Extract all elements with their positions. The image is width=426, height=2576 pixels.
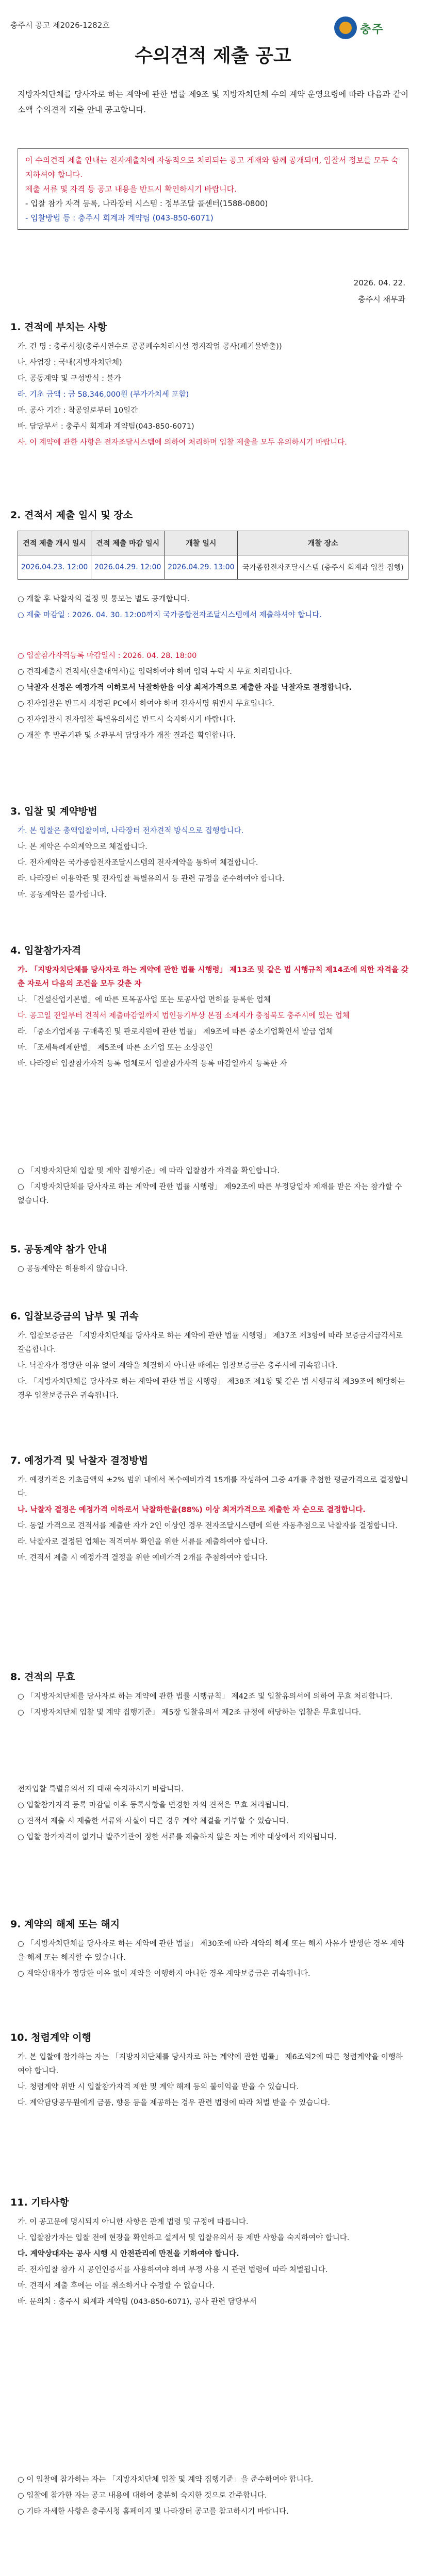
sec3-item: 마. 공동계약은 불가합니다. [18,891,107,899]
section-10-title: 10. 청렴계약 이행 [10,2032,92,2043]
schedule-header: 견적 제출 마감 일시 [91,531,165,555]
logo-text: 충주 [360,23,384,36]
sec1-item: 바. 담당부서 : 충주시 회계과 계약팀(043-850-6071) [18,422,194,431]
schedule-header: 견적 제출 개시 일시 [18,531,91,555]
sec4-item: 가. 「지방자치단체를 당사자로 하는 계약에 관한 법률 시행령」 제13조 및 같은 법 시행규칙 제14조에 의한 자격을 갖춘 자로서 다음의 조건을 모두 갖춘 자 [18,966,408,988]
section-9-body [18,1937,408,1983]
section-2-extra [18,649,408,745]
sec7-item: 라. 낙찰자로 결정된 업체는 적격여부 확인을 위한 서류를 제출하여야 합니다. [18,1538,268,1546]
sec3-item: 다. 전자계약은 국가종합전자조달시스템의 전자계약을 통하여 체결합니다. [18,859,258,867]
sec4-item: 다. 공고일 전일부터 견적서 제출마감일까지 법인등기부상 본점 소재지가 충청북도 충주시에 있는 업체 [18,1012,350,1020]
section-7-body [18,1473,408,1567]
notice-date: 2026. 04. 22. [353,278,405,287]
sec6-item: 나. 낙찰자가 정당한 이유 없이 계약을 체결하지 아니한 때에는 입찰보증금은 충주시에 귀속됩니다. [18,1362,338,1370]
section-5-title: 5. 공동계약 참가 안내 [10,1244,107,1255]
schedule-cell: 국가종합전자조달시스템 (충주시 회계과 입찰 집행) [238,555,408,580]
schedule-header: 개찰 장소 [238,531,408,555]
sec8-item: ○ 「지방자치단체를 당사자로 하는 계약에 관한 법률 시행규칙」 제42조 및 입찰유의서에 의하여 무효 처리합니다. [18,1692,392,1701]
notice-line-3: - 입찰 참가 자격 등록, 나라장터 시스템 : 정부조달 콜센터(1588-0800) [25,199,268,208]
sec11-item: 가. 이 공고문에 명시되지 아니한 사항은 관계 법령 및 규정에 따릅니다. [18,2218,249,2226]
sec1-item: 다. 공동계약 및 구성방식 : 불가 [18,375,121,383]
section-4-title: 4. 입찰참가자격 [10,945,81,956]
section-3-body [18,824,408,904]
sec2-item: ○ 전자입찰시 전자입찰 특별유의서를 반드시 숙지하시기 바랍니다. [18,716,236,724]
sec4-item: 바. 나라장터 입찰참가자격 등록 업체로서 입찰참가자격 등록 마감일까지 등록한 자 [18,1060,287,1068]
notice-line-1: 이 수의견적 제출 안내는 전자계출처에 자동적으로 처리되는 공고 게재와 함께 공개되며, 입찰서 정보를 모두 숙지하셔야 합니다. [25,156,399,179]
sec11-item: 라. 전자입찰 참가 시 공인인증서를 사용하여야 하며 부정 사용 시 관련 법령에 따라 처벌됩니다. [18,2266,328,2274]
sec3-item: 가. 본 입찰은 총액입찰이며, 나라장터 전자견적 방식으로 집행합니다. [18,827,244,835]
notice-number: 충주시 공고 제2026-1282호 [10,21,110,30]
section-5-body [18,1262,408,1278]
section-8-extra [18,1783,408,1846]
sec4-item: 나. 「건설산업기본법」에 따른 토목공사업 또는 토공사업 면허를 등록한 업체 [18,996,271,1004]
sec5-item: ○ 공동계약은 허용하지 않습니다. [18,1265,128,1273]
schedule-note: ○ 개찰 후 낙찰자의 결정 및 통보는 별도 공개합니다. [18,595,190,603]
schedule-notes [18,592,408,624]
sec3-item: 나. 본 계약은 수의계약으로 체결합니다. [18,843,148,851]
sec9-item: ○ 계약상대자가 정당한 이유 없이 계약을 이행하지 아니한 경우 계약보증금은 귀속됩니다. [18,1970,310,1978]
section-4-extra [18,1164,408,1210]
section-3-title: 3. 입찰 및 계약방법 [10,806,97,817]
schedule-cell: 2026.04.23. 12:00 [18,555,91,580]
sec2-item: ○ 개찰 후 발주기관 및 소관부서 담당자가 개찰 결과를 확인합니다. [18,732,236,740]
page-title: 수의견적 제출 공고 [135,45,291,66]
section-9-title: 9. 계약의 해제 또는 해지 [10,1919,120,1930]
sec8b-item: ○ 견적서 제출 시 제출한 서류와 사실이 다른 경우 계약 체결을 거부할 수 있습니다. [18,1817,289,1825]
section-7-title: 7. 예정가격 및 낙찰자 결정방법 [10,1455,149,1466]
sec4b-item: ○ 「지방자치단체를 당사자로 하는 계약에 관한 법률 시행령」 제92조에 따른 부정당업자 제재를 받은 자는 참가할 수 없습니다. [18,1183,402,1205]
sec1-item: 가. 건 명 : 충주시청(충주시연수로 공공폐수처리시설 정지작업 공사(폐기물반출)) [18,343,282,351]
sec11-item: 나. 입찰참가자는 입찰 전에 현장을 확인하고 설계서 및 입찰유의서 등 제반 사항을 숙지하여야 합니다. [18,2234,350,2242]
sec10-item: 나. 청렴계약 위반 시 입찰참가자격 제한 및 계약 해제 등의 불이익을 받을 수 있습니다. [18,2083,299,2091]
sec8b-item: 전자입찰 특별유의서 제 대해 숙지하시기 바랍니다. [18,1785,184,1793]
section-1-body [18,340,408,452]
sec6-item: 가. 입찰보증금은 「지방자치단체를 당사자로 하는 계약에 관한 법률 시행령」 제37조 제3항에 따라 보증금지급각서로 갈음합니다. [18,1332,403,1354]
section-1-title: 1. 견적에 부치는 사항 [10,321,107,333]
notice-box [18,148,408,230]
section-8-body [18,1690,408,1722]
section-4-body [18,963,408,1073]
sec7-item: 다. 동일 가격으로 견적서를 제출한 자가 2인 이상인 경우 전자조달시스템에 의한 자동추첨으로 낙찰자를 결정합니다. [18,1522,398,1530]
sec7-item: 가. 예정가격은 기초금액의 ±2% 범위 내에서 복수예비가격 15개를 작성하여 그중 4개를 추첨한 평균가격으로 결정합니다. [18,1476,408,1498]
sec7-item: 나. 낙찰자 결정은 예정가격 이하로서 낙찰하한율(88%) 이상 최저가격으로 제출한 자 순으로 결정합니다. [18,1506,366,1514]
intro-text: 지방자치단체를 당사자로 하는 계약에 관한 법률 제9조 및 지방자치단체 수의 계약 운영요령에 따라 다음과 같이 소액 수의견적 제출 안내 공고합니다. [18,90,408,114]
notice-org: 충주시 재무과 [358,295,405,304]
notice-line-4: - 입찰방법 등 : 충주시 회계과 계약팀 (043-850-6071) [25,213,214,223]
sec10-item: 다. 계약담당공무원에게 금품, 향응 등을 제공하는 경우 관련 법령에 따라 처벌 받을 수 있습니다. [18,2099,331,2107]
sec3-item: 라. 나라장터 이용약관 및 전자입찰 특별유의서 등 관련 규정을 준수하여야 합니다. [18,875,285,883]
section-11-title: 11. 기타사항 [10,2197,69,2208]
section-6-body [18,1329,408,1405]
sec11b-item: ○ 기타 자세한 사항은 충주시청 홈페이지 및 나라장터 공고를 참고하시기 바랍니다. [18,2507,289,2516]
sec1-item: 사. 이 계약에 관한 사항은 전자조달시스템에 의하여 처리하며 입찰 제출을 모두 유의하시기 바랍니다. [18,438,347,447]
sec4b-item: ○ 「지방자치단체 입찰 및 계약 집행기준」에 따라 입찰참가 자격을 확인합니다. [18,1167,280,1175]
sec6-item: 다. 「지방자치단체를 당사자로 하는 계약에 관한 법률 시행령」 제38조 제1항 및 같은 법 시행규칙 제39조에 해당하는 경우 입찰보증금은 귀속됩니다. [18,1378,405,1400]
schedule-header: 개찰 일시 [165,531,238,555]
sec11b-item: ○ 입찰에 참가한 자는 공고 내용에 대하여 충분히 숙지한 것으로 간주합니다. [18,2492,267,2500]
sec4-item: 라. 「중소기업제품 구매촉진 및 판로지원에 관한 법률」 제9조에 따른 중소기업확인서 발급 업체 [18,1028,333,1036]
section-11-extra [18,2473,408,2521]
sec11-item: 마. 견적서 제출 후에는 이를 취소하거나 수정할 수 없습니다. [18,2282,215,2290]
section-2-title: 2. 견적서 제출 일시 및 장소 [10,510,133,521]
sec2-item: ○ 입찰참가자격등록 마감일시 : 2026. 04. 28. 18:00 [18,652,197,660]
schedule-cell: 2026.04.29. 12:00 [91,555,165,580]
sec7-item: 마. 견적서 제출 시 예정가격 결정을 위한 예비가격 2개를 추첨하여야 합니다. [18,1554,268,1562]
section-10-body [18,2050,408,2112]
sec1-item: 나. 사업장 : 국내(지방자치단체) [18,359,122,367]
sec8-item: ○ 「지방자치단체 입찰 및 계약 집행기준」 제5장 입찰유의서 제2조 규정에 해당하는 입찰은 무효입니다. [18,1708,362,1717]
sec8b-item: ○ 입찰 참가자격이 없거나 발주기관이 정한 서류를 제출하지 않은 자는 계약 대상에서 제외됩니다. [18,1833,337,1841]
section-11-body [18,2215,408,2311]
schedule-table [18,531,408,580]
schedule-note: ○ 제출 마감일 : 2026. 04. 30. 12:00까지 국가종합전자조달시스템에서 제출하셔야 합니다. [18,611,322,619]
sec2-item: ○ 전자입찰은 반드시 지정된 PC에서 하여야 하며 전자서명 위반시 무효입니다. [18,700,274,708]
sec10-item: 가. 본 입찰에 참가하는 자는 「지방자치단체를 당사자로 하는 계약에 관한 법률」 제6조의2에 따른 청렴계약을 이행하여야 합니다. [18,2053,403,2075]
section-8-title: 8. 견적의 무효 [10,1671,75,1683]
schedule-cell: 2026.04.29. 13:00 [165,555,238,580]
sec1-item: 라. 기초 금액 : 금 58,346,000원 (부가가치세 포함) [18,391,189,399]
sec11b-item: ○ 이 입찰에 참가하는 자는 「지방자치단체 입찰 및 계약 집행기준」을 준수하여야 합니다. [18,2476,314,2484]
section-6-title: 6. 입찰보증금의 납부 및 귀속 [10,1311,139,1322]
sec8b-item: ○ 입찰참가자격 등록 마감일 이후 등록사항을 변경한 자의 견적은 무효 처리됩니다. [18,1801,289,1809]
sec2-item: ○ 견적제출시 견적서(산출내역서)를 입력하여야 하며 입력 누락 시 무효 처리됩니다. [18,668,292,676]
sec2-item: ○ 낙찰자 선정은 예정가격 이하로서 낙찰하한율 이상 최저가격으로 제출한 자를 낙찰자로 결정합니다. [18,684,352,692]
notice-line-2: 제출 서류 및 자격 등 공고 내용을 반드시 확인하시기 바랍니다. [25,184,237,194]
sec1-item: 마. 공사 기간 : 착공일로부터 10일간 [18,406,138,415]
sec11-item: 바. 문의처 : 충주시 회계과 계약팀 (043-850-6071), 공사 관련 담당부서 [18,2298,257,2306]
sec11-item: 다. 계약상대자는 공사 시행 시 안전관리에 만전을 기하여야 합니다. [18,2250,239,2258]
sec4-item: 마. 「조세특례제한법」 제5조에 따른 소기업 또는 소상공인 [18,1044,213,1052]
sec9-item: ○ 「지방자치단체를 당사자로 하는 계약에 관한 법률」 제30조에 따라 계약의 해제 또는 해지 사유가 발생한 경우 계약을 해제 또는 해지할 수 있습니다. [18,1940,405,1962]
city-emblem-icon [334,16,357,39]
